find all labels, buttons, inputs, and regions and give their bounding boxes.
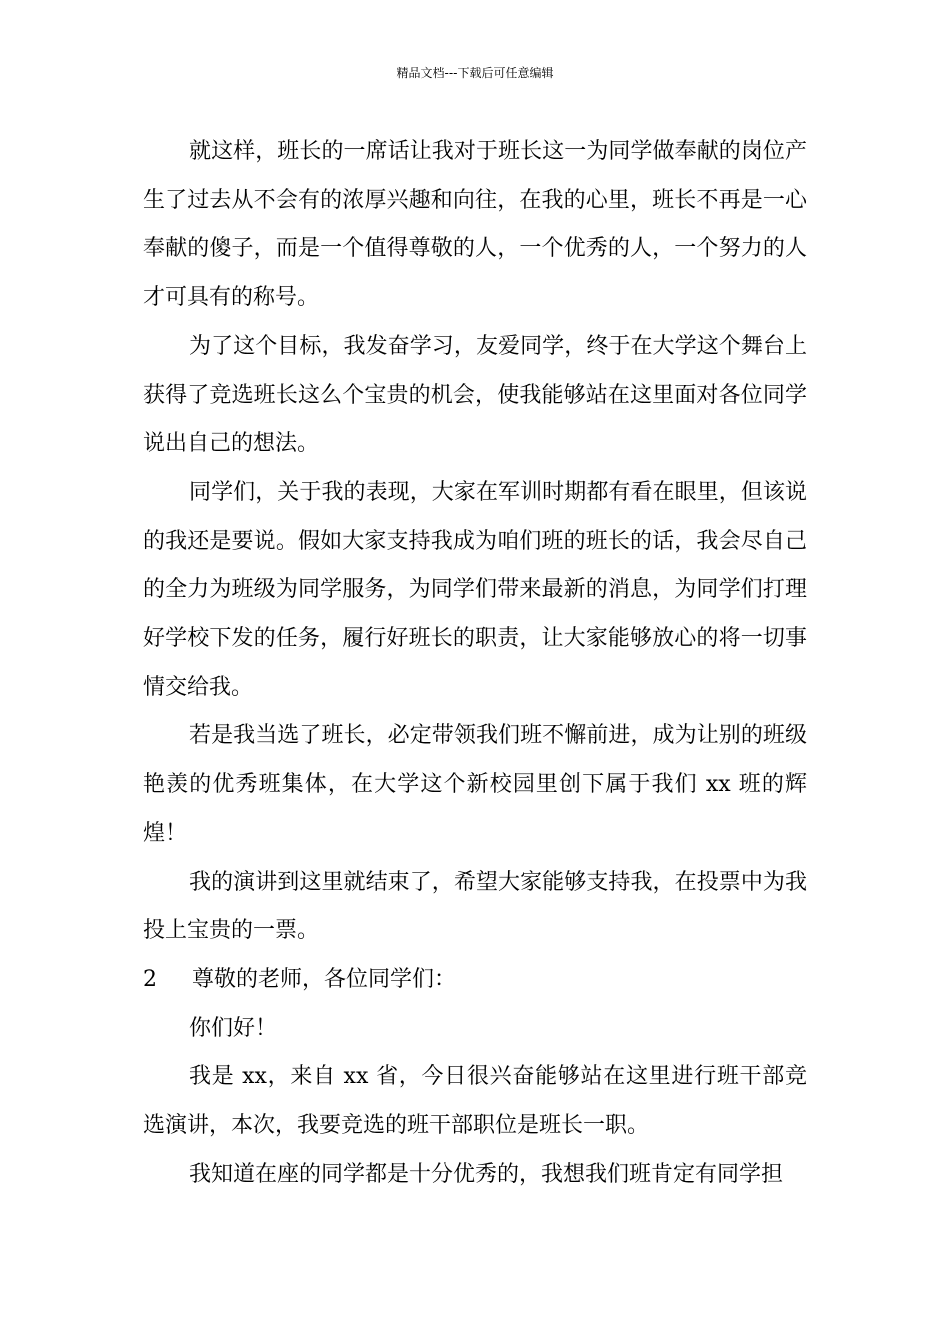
document-body — [143, 128, 807, 1199]
paragraph: 就这样，班长的一席话让我对于班长这一为同学做奉献的岗位产生了过去从不会有的浓厚兴趣和向往，在我的心里，班长不再是一心奉献的傻子，而是一个值得尊敬的人，一个优秀的人，一个努力的人才可具有的称号。 — [143, 139, 807, 311]
paragraph: 我是 xx，来自 xx 省，今日很兴奋能够站在这里进行班干部竞选演讲，本次，我要竞选的班干部职位是班长一职。 — [143, 1064, 807, 1139]
item-number: 2 — [143, 966, 157, 992]
paragraph: 你们好！ — [189, 1015, 278, 1041]
salutation: 尊敬的老师，各位同学们： — [192, 966, 457, 992]
paragraph: 为了这个目标，我发奋学习，友爱同学，终于在大学这个舞台上获得了竞选班长这么个宝贵的机会，使我能够站在这里面对各位同学说出自己的想法。 — [143, 333, 807, 457]
speech-2-heading — [143, 956, 807, 1005]
paragraph: 我的演讲到这里就结束了，希望大家能够支持我，在投票中为我投上宝贵的一票。 — [143, 869, 807, 944]
page-header: 精品文档---下载后可任意编辑 — [396, 66, 554, 80]
paragraph: 我知道在座的同学都是十分优秀的，我想我们班肯定有同学担 — [189, 1161, 784, 1187]
paragraph: 同学们，关于我的表现，大家在军训时期都有看在眼里，但该说的我还是要说。假如大家支持我成为咱们班的班长的话，我会尽自己的全力为班级为同学服务，为同学们带来最新的消息，为同学们打理好学校下发的任务，履行好班长的职责，让大家能够放心的将一切事情交给我。 — [143, 479, 807, 700]
paragraph: 若是我当选了班长，必定带领我们班不懈前进，成为让别的班级艳羡的优秀班集体，在大学这个新校园里创下属于我们 xx 班的辉煌！ — [143, 723, 807, 846]
